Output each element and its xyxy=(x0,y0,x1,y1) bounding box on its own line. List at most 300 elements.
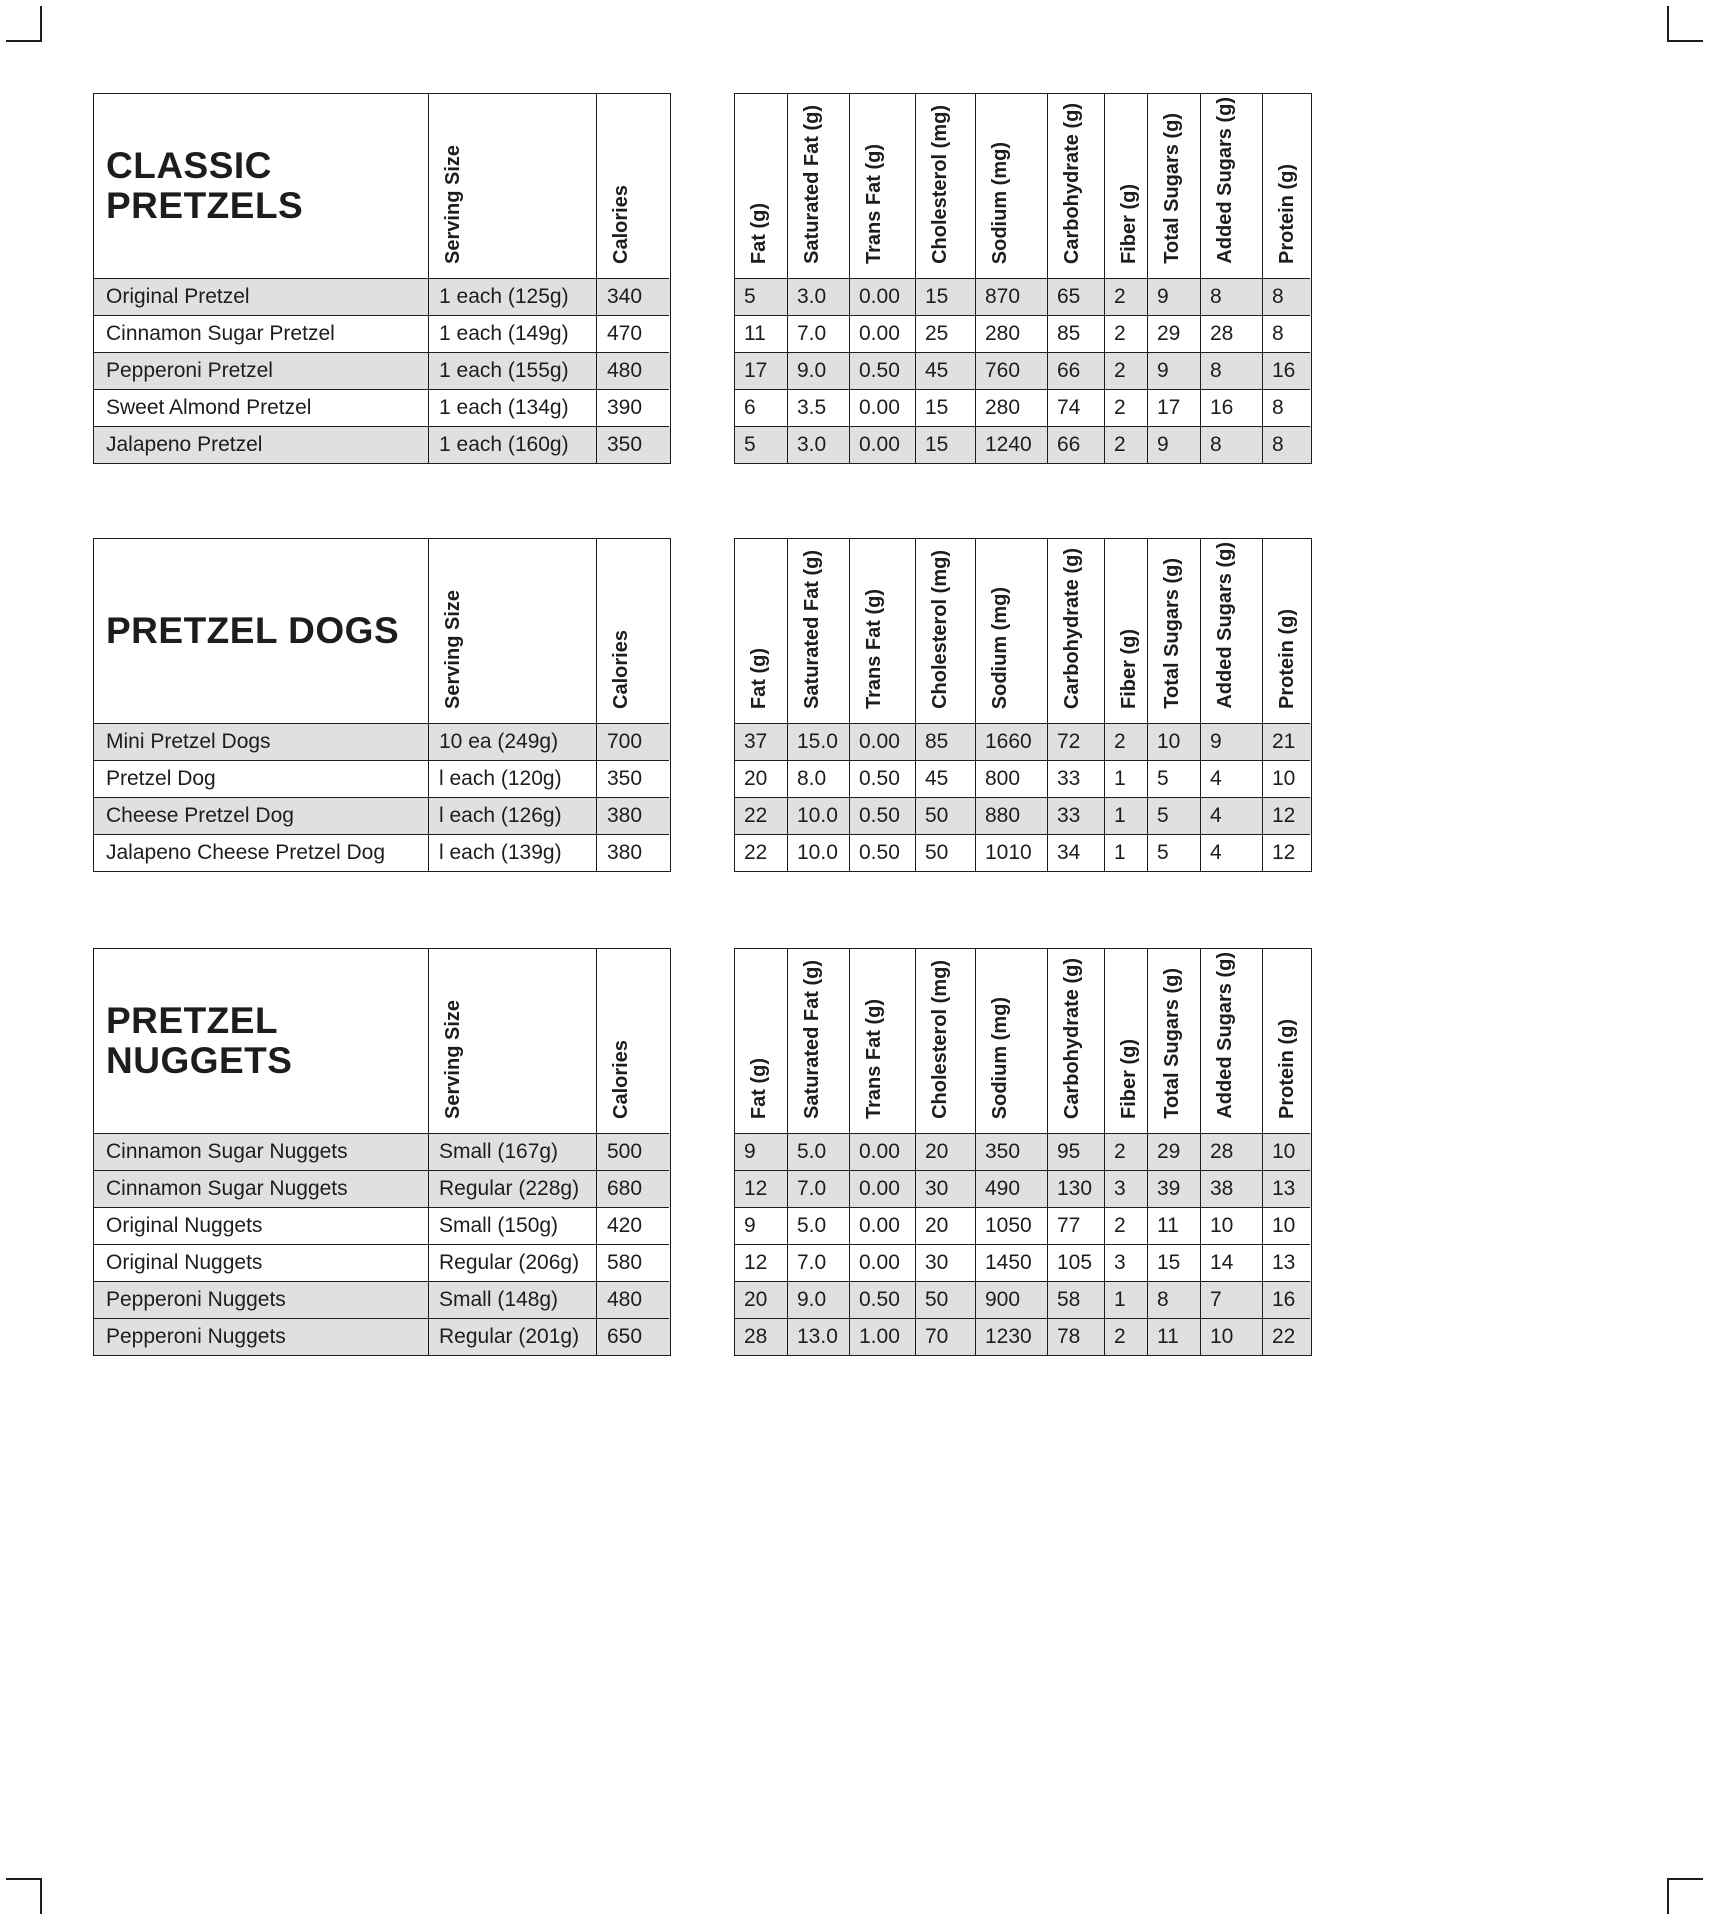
calories-label: Calories xyxy=(610,185,632,264)
nutrition-value: 1050 xyxy=(975,1207,1047,1244)
nutrition-value: 0.50 xyxy=(849,1281,915,1318)
nutrition-value: 17 xyxy=(735,352,787,389)
nutrition-value: 8 xyxy=(1200,278,1262,315)
nutrition-header-row xyxy=(735,94,1311,278)
nutrition-header-row xyxy=(735,539,1311,723)
items-table xyxy=(93,538,671,872)
nutrition-value: 29 xyxy=(1147,1133,1200,1170)
item-row xyxy=(94,1244,670,1281)
calories-label: Calories xyxy=(610,630,632,709)
nutrition-value: 1.00 xyxy=(849,1318,915,1355)
nutrition-value: 870 xyxy=(975,278,1047,315)
nutrition-header xyxy=(1200,539,1262,723)
nutrition-row xyxy=(735,1281,1311,1318)
nutrition-header xyxy=(1104,94,1147,278)
nutrition-row xyxy=(735,834,1311,871)
nutrition-value: 3.0 xyxy=(787,278,849,315)
nutrition-value: 5 xyxy=(735,426,787,463)
nutrition-header-label: Added Sugars (g) xyxy=(1214,952,1236,1119)
nutrition-header-label: Added Sugars (g) xyxy=(1214,97,1236,264)
item-row xyxy=(94,1170,670,1207)
nutrition-value: 74 xyxy=(1047,389,1104,426)
item-row xyxy=(94,315,670,352)
nutrition-header xyxy=(1147,949,1200,1133)
nutrition-value: 1 xyxy=(1104,1281,1147,1318)
item-serving-size: Regular (206g) xyxy=(428,1244,596,1281)
nutrition-value: 5 xyxy=(1147,834,1200,871)
nutrition-value: 6 xyxy=(735,389,787,426)
nutrition-header xyxy=(1262,539,1310,723)
items-table xyxy=(93,948,671,1356)
nutrition-value: 7.0 xyxy=(787,315,849,352)
item-calories: 470 xyxy=(596,315,669,352)
calories-label: Calories xyxy=(610,1040,632,1119)
nutrition-value: 1 xyxy=(1104,797,1147,834)
nutrition-row xyxy=(735,723,1311,760)
nutrition-row xyxy=(735,1133,1311,1170)
nutrition-value: 77 xyxy=(1047,1207,1104,1244)
nutrition-value: 38 xyxy=(1200,1170,1262,1207)
item-name: Original Nuggets xyxy=(94,1244,428,1281)
nutrition-value: 34 xyxy=(1047,834,1104,871)
section-title: CLASSIC PRETZELS xyxy=(106,145,304,226)
nutrition-value: 33 xyxy=(1047,797,1104,834)
nutrition-value: 28 xyxy=(1200,315,1262,352)
nutrition-value: 22 xyxy=(735,834,787,871)
nutrition-value: 0.00 xyxy=(849,278,915,315)
nutrition-value: 130 xyxy=(1047,1170,1104,1207)
nutrition-value: 5.0 xyxy=(787,1207,849,1244)
nutrition-value: 0.00 xyxy=(849,723,915,760)
nutrition-value: 10.0 xyxy=(787,834,849,871)
nutrition-row xyxy=(735,426,1311,463)
serving-size-header xyxy=(428,94,596,278)
item-serving-size: 1 each (125g) xyxy=(428,278,596,315)
nutrition-value: 350 xyxy=(975,1133,1047,1170)
item-calories: 380 xyxy=(596,834,669,871)
nutrition-value: 33 xyxy=(1047,760,1104,797)
nutrition-value: 15 xyxy=(915,278,975,315)
nutrition-value: 9 xyxy=(1200,723,1262,760)
item-row xyxy=(94,278,670,315)
nutrition-value: 9 xyxy=(1147,278,1200,315)
nutrition-value: 5 xyxy=(1147,760,1200,797)
item-name: Jalapeno Cheese Pretzel Dog xyxy=(94,834,428,871)
nutrition-header xyxy=(1047,94,1104,278)
nutrition-header-label: Fiber (g) xyxy=(1118,1039,1140,1119)
nutrition-header xyxy=(915,949,975,1133)
item-row xyxy=(94,1318,670,1355)
nutrition-value: 12 xyxy=(1262,797,1310,834)
item-serving-size: Regular (228g) xyxy=(428,1170,596,1207)
nutrition-value: 0.00 xyxy=(849,1170,915,1207)
item-calories: 340 xyxy=(596,278,669,315)
item-name: Pepperoni Pretzel xyxy=(94,352,428,389)
nutrition-value: 2 xyxy=(1104,352,1147,389)
nutrition-header xyxy=(1047,949,1104,1133)
nutrition-header-label: Fat (g) xyxy=(748,1057,770,1119)
nutrition-value: 800 xyxy=(975,760,1047,797)
nutrition-value: 1450 xyxy=(975,1244,1047,1281)
items-header-row xyxy=(94,94,670,278)
item-name: Cheese Pretzel Dog xyxy=(94,797,428,834)
nutrition-table xyxy=(734,538,1312,872)
nutrition-value: 3 xyxy=(1104,1170,1147,1207)
item-name: Pepperoni Nuggets xyxy=(94,1318,428,1355)
serving-size-header xyxy=(428,539,596,723)
nutrition-value: 45 xyxy=(915,352,975,389)
nutrition-header xyxy=(1262,949,1310,1133)
nutrition-value: 16 xyxy=(1262,1281,1310,1318)
nutrition-row xyxy=(735,1170,1311,1207)
nutrition-value: 20 xyxy=(735,760,787,797)
nutrition-value: 2 xyxy=(1104,1133,1147,1170)
nutrition-header-label: Trans Fat (g) xyxy=(863,143,885,264)
item-serving-size: Regular (201g) xyxy=(428,1318,596,1355)
item-serving-size: 1 each (155g) xyxy=(428,352,596,389)
nutrition-value: 8 xyxy=(1262,278,1310,315)
nutrition-header xyxy=(1200,94,1262,278)
nutrition-header xyxy=(1147,94,1200,278)
nutrition-header-label: Added Sugars (g) xyxy=(1214,542,1236,709)
nutrition-header xyxy=(975,949,1047,1133)
nutrition-row xyxy=(735,1318,1311,1355)
nutrition-header-label: Total Sugars (g) xyxy=(1161,968,1183,1119)
nutrition-value: 10.0 xyxy=(787,797,849,834)
nutrition-header-label: Total Sugars (g) xyxy=(1161,113,1183,264)
nutrition-row xyxy=(735,389,1311,426)
serving-size-label: Serving Size xyxy=(442,590,464,709)
item-serving-size: 1 each (134g) xyxy=(428,389,596,426)
item-calories: 480 xyxy=(596,352,669,389)
nutrition-value: 880 xyxy=(975,797,1047,834)
item-row xyxy=(94,760,670,797)
serving-size-label: Serving Size xyxy=(442,1000,464,1119)
nutrition-value: 8 xyxy=(1262,389,1310,426)
nutrition-value: 10 xyxy=(1262,760,1310,797)
nutrition-header-label: Protein (g) xyxy=(1276,164,1298,264)
nutrition-value: 5 xyxy=(1147,797,1200,834)
nutrition-value: 66 xyxy=(1047,352,1104,389)
item-name: Pepperoni Nuggets xyxy=(94,1281,428,1318)
serving-size-label: Serving Size xyxy=(442,145,464,264)
item-row xyxy=(94,389,670,426)
nutrition-header xyxy=(915,94,975,278)
serving-size-header xyxy=(428,949,596,1133)
nutrition-value: 8 xyxy=(1147,1281,1200,1318)
nutrition-row xyxy=(735,797,1311,834)
nutrition-value: 9.0 xyxy=(787,352,849,389)
section-pretzel-dogs xyxy=(93,538,1312,872)
nutrition-value: 11 xyxy=(1147,1207,1200,1244)
nutrition-row xyxy=(735,1207,1311,1244)
nutrition-row xyxy=(735,315,1311,352)
item-calories: 680 xyxy=(596,1170,669,1207)
item-name: Original Pretzel xyxy=(94,278,428,315)
nutrition-value: 50 xyxy=(915,797,975,834)
nutrition-header-label: Saturated Fat (g) xyxy=(801,960,823,1119)
nutrition-header-label: Cholesterol (mg) xyxy=(929,960,951,1119)
item-calories: 380 xyxy=(596,797,669,834)
nutrition-value: 28 xyxy=(1200,1133,1262,1170)
nutrition-value: 1230 xyxy=(975,1318,1047,1355)
nutrition-value: 7.0 xyxy=(787,1244,849,1281)
item-serving-size: l each (126g) xyxy=(428,797,596,834)
nutrition-value: 1240 xyxy=(975,426,1047,463)
nutrition-value: 11 xyxy=(1147,1318,1200,1355)
nutrition-value: 3.5 xyxy=(787,389,849,426)
nutrition-value: 2 xyxy=(1104,278,1147,315)
nutrition-value: 17 xyxy=(1147,389,1200,426)
item-calories: 390 xyxy=(596,389,669,426)
items-header-row xyxy=(94,539,670,723)
nutrition-header-label: Carbohydrate (g) xyxy=(1061,957,1083,1119)
nutrition-value: 20 xyxy=(735,1281,787,1318)
item-name: Original Nuggets xyxy=(94,1207,428,1244)
nutrition-value: 1 xyxy=(1104,834,1147,871)
nutrition-value: 0.50 xyxy=(849,834,915,871)
nutrition-value: 760 xyxy=(975,352,1047,389)
item-row xyxy=(94,1281,670,1318)
nutrition-row xyxy=(735,352,1311,389)
nutrition-header xyxy=(1047,539,1104,723)
item-name: Cinnamon Sugar Pretzel xyxy=(94,315,428,352)
nutrition-header xyxy=(787,94,849,278)
nutrition-value: 25 xyxy=(915,315,975,352)
nutrition-header-label: Total Sugars (g) xyxy=(1161,558,1183,709)
item-serving-size: l each (139g) xyxy=(428,834,596,871)
nutrition-header xyxy=(1262,94,1310,278)
item-name: Jalapeno Pretzel xyxy=(94,426,428,463)
nutrition-value: 20 xyxy=(915,1133,975,1170)
nutrition-value: 4 xyxy=(1200,834,1262,871)
item-row xyxy=(94,352,670,389)
item-name: Mini Pretzel Dogs xyxy=(94,723,428,760)
nutrition-value: 8.0 xyxy=(787,760,849,797)
nutrition-value: 45 xyxy=(915,760,975,797)
nutrition-value: 28 xyxy=(735,1318,787,1355)
item-serving-size: Small (167g) xyxy=(428,1133,596,1170)
nutrition-value: 15.0 xyxy=(787,723,849,760)
item-row xyxy=(94,834,670,871)
nutrition-value: 0.00 xyxy=(849,315,915,352)
item-row xyxy=(94,426,670,463)
nutrition-value: 66 xyxy=(1047,426,1104,463)
nutrition-value: 105 xyxy=(1047,1244,1104,1281)
nutrition-value: 5 xyxy=(735,278,787,315)
nutrition-value: 13 xyxy=(1262,1244,1310,1281)
nutrition-value: 22 xyxy=(735,797,787,834)
nutrition-value: 3.0 xyxy=(787,426,849,463)
nutrition-value: 95 xyxy=(1047,1133,1104,1170)
nutrition-value: 39 xyxy=(1147,1170,1200,1207)
nutrition-value: 22 xyxy=(1262,1318,1310,1355)
nutrition-header-label: Sodium (mg) xyxy=(989,586,1011,709)
nutrition-row xyxy=(735,278,1311,315)
nutrition-value: 85 xyxy=(915,723,975,760)
nutrition-value: 4 xyxy=(1200,797,1262,834)
nutrition-value: 0.00 xyxy=(849,426,915,463)
nutrition-value: 29 xyxy=(1147,315,1200,352)
nutrition-value: 16 xyxy=(1262,352,1310,389)
nutrition-header-label: Trans Fat (g) xyxy=(863,588,885,709)
nutrition-value: 9 xyxy=(1147,426,1200,463)
item-row xyxy=(94,1133,670,1170)
calories-header xyxy=(596,949,669,1133)
item-calories: 500 xyxy=(596,1133,669,1170)
nutrition-value: 7.0 xyxy=(787,1170,849,1207)
nutrition-header xyxy=(1200,949,1262,1133)
nutrition-value: 10 xyxy=(1200,1207,1262,1244)
nutrition-value: 58 xyxy=(1047,1281,1104,1318)
items-table xyxy=(93,93,671,464)
nutrition-value: 280 xyxy=(975,389,1047,426)
nutrition-value: 2 xyxy=(1104,723,1147,760)
item-calories: 700 xyxy=(596,723,669,760)
nutrition-header-label: Protein (g) xyxy=(1276,1019,1298,1119)
nutrition-value: 15 xyxy=(1147,1244,1200,1281)
nutrition-table xyxy=(734,948,1312,1356)
item-calories: 350 xyxy=(596,760,669,797)
section-title-cell xyxy=(94,539,428,723)
nutrition-header xyxy=(1104,539,1147,723)
nutrition-value: 30 xyxy=(915,1170,975,1207)
item-row xyxy=(94,723,670,760)
nutrition-value: 30 xyxy=(915,1244,975,1281)
nutrition-header xyxy=(1147,539,1200,723)
item-name: Cinnamon Sugar Nuggets xyxy=(94,1133,428,1170)
section-title-cell xyxy=(94,949,428,1133)
section-title-cell xyxy=(94,94,428,278)
section-title: PRETZEL DOGS xyxy=(106,610,400,652)
nutrition-value: 50 xyxy=(915,1281,975,1318)
nutrition-header-label: Carbohydrate (g) xyxy=(1061,102,1083,264)
nutrition-value: 20 xyxy=(915,1207,975,1244)
section-pretzel-nuggets xyxy=(93,948,1312,1356)
nutrition-row xyxy=(735,760,1311,797)
nutrition-value: 1 xyxy=(1104,760,1147,797)
nutrition-value: 9.0 xyxy=(787,1281,849,1318)
nutrition-header xyxy=(975,94,1047,278)
item-name: Cinnamon Sugar Nuggets xyxy=(94,1170,428,1207)
nutrition-value: 0.50 xyxy=(849,352,915,389)
nutrition-header-label: Fiber (g) xyxy=(1118,629,1140,709)
nutrition-value: 7 xyxy=(1200,1281,1262,1318)
section-classic-pretzels xyxy=(93,93,1312,464)
nutrition-value: 1660 xyxy=(975,723,1047,760)
nutrition-value: 12 xyxy=(735,1244,787,1281)
nutrition-header-label: Saturated Fat (g) xyxy=(801,105,823,264)
item-calories: 420 xyxy=(596,1207,669,1244)
nutrition-value: 2 xyxy=(1104,1207,1147,1244)
nutrition-header-label: Carbohydrate (g) xyxy=(1061,547,1083,709)
nutrition-value: 900 xyxy=(975,1281,1047,1318)
item-name: Sweet Almond Pretzel xyxy=(94,389,428,426)
nutrition-row xyxy=(735,1244,1311,1281)
nutrition-value: 12 xyxy=(1262,834,1310,871)
nutrition-value: 11 xyxy=(735,315,787,352)
nutrition-header xyxy=(735,94,787,278)
nutrition-value: 1010 xyxy=(975,834,1047,871)
nutrition-value: 0.00 xyxy=(849,1133,915,1170)
items-header-row xyxy=(94,949,670,1133)
nutrition-value: 65 xyxy=(1047,278,1104,315)
item-serving-size: 1 each (160g) xyxy=(428,426,596,463)
nutrition-header xyxy=(975,539,1047,723)
nutrition-value: 8 xyxy=(1262,426,1310,463)
item-row xyxy=(94,797,670,834)
nutrition-value: 2 xyxy=(1104,389,1147,426)
nutrition-value: 10 xyxy=(1147,723,1200,760)
item-name: Pretzel Dog xyxy=(94,760,428,797)
nutrition-value: 10 xyxy=(1262,1207,1310,1244)
nutrition-header-label: Protein (g) xyxy=(1276,609,1298,709)
nutrition-value: 280 xyxy=(975,315,1047,352)
nutrition-value: 0.50 xyxy=(849,760,915,797)
calories-header xyxy=(596,94,669,278)
nutrition-header-label: Cholesterol (mg) xyxy=(929,550,951,709)
section-title: PRETZEL NUGGETS xyxy=(106,1000,293,1081)
nutrition-header xyxy=(787,539,849,723)
nutrition-value: 9 xyxy=(1147,352,1200,389)
nutrition-header-label: Fat (g) xyxy=(748,647,770,709)
nutrition-header xyxy=(849,539,915,723)
nutrition-header xyxy=(849,949,915,1133)
nutrition-header xyxy=(787,949,849,1133)
item-serving-size: Small (148g) xyxy=(428,1281,596,1318)
nutrition-value: 15 xyxy=(915,426,975,463)
nutrition-value: 10 xyxy=(1200,1318,1262,1355)
nutrition-header-label: Fiber (g) xyxy=(1118,184,1140,264)
nutrition-value: 9 xyxy=(735,1207,787,1244)
nutrition-value: 50 xyxy=(915,834,975,871)
nutrition-value: 4 xyxy=(1200,760,1262,797)
item-serving-size: Small (150g) xyxy=(428,1207,596,1244)
nutrition-header-label: Sodium (mg) xyxy=(989,141,1011,264)
calories-header xyxy=(596,539,669,723)
nutrition-value: 2 xyxy=(1104,315,1147,352)
item-serving-size: 1 each (149g) xyxy=(428,315,596,352)
nutrition-value: 10 xyxy=(1262,1133,1310,1170)
nutrition-value: 37 xyxy=(735,723,787,760)
nutrition-header xyxy=(915,539,975,723)
item-calories: 480 xyxy=(596,1281,669,1318)
nutrition-value: 8 xyxy=(1200,352,1262,389)
nutrition-header xyxy=(1104,949,1147,1133)
nutrition-header-label: Saturated Fat (g) xyxy=(801,550,823,709)
nutrition-value: 78 xyxy=(1047,1318,1104,1355)
nutrition-value: 490 xyxy=(975,1170,1047,1207)
nutrition-value: 0.50 xyxy=(849,797,915,834)
nutrition-value: 21 xyxy=(1262,723,1310,760)
nutrition-header-label: Sodium (mg) xyxy=(989,996,1011,1119)
nutrition-value: 0.00 xyxy=(849,389,915,426)
nutrition-value: 5.0 xyxy=(787,1133,849,1170)
item-row xyxy=(94,1207,670,1244)
nutrition-header-label: Fat (g) xyxy=(748,202,770,264)
nutrition-header-label: Trans Fat (g) xyxy=(863,998,885,1119)
nutrition-table xyxy=(734,93,1312,464)
item-calories: 580 xyxy=(596,1244,669,1281)
nutrition-value: 85 xyxy=(1047,315,1104,352)
nutrition-header xyxy=(735,539,787,723)
nutrition-header-label: Cholesterol (mg) xyxy=(929,105,951,264)
nutrition-value: 14 xyxy=(1200,1244,1262,1281)
nutrition-value: 16 xyxy=(1200,389,1262,426)
nutrition-value: 2 xyxy=(1104,1318,1147,1355)
nutrition-value: 9 xyxy=(735,1133,787,1170)
nutrition-value: 2 xyxy=(1104,426,1147,463)
